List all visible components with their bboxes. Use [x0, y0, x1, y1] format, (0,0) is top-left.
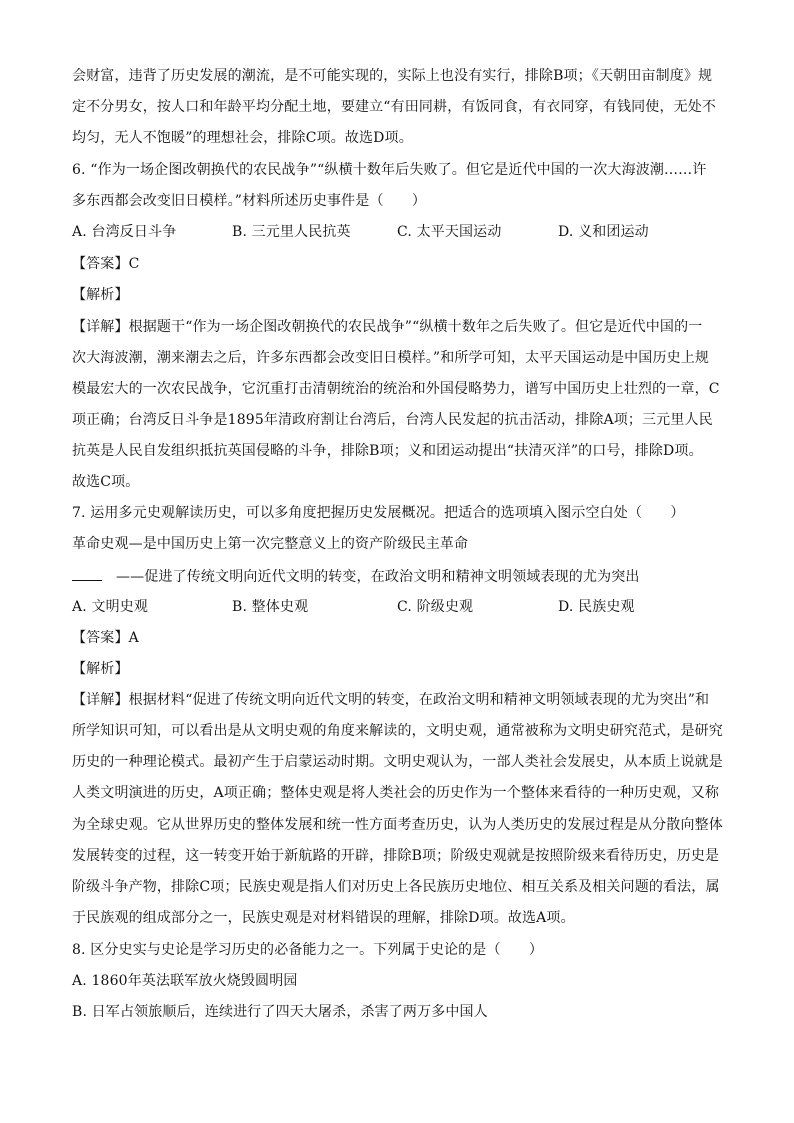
question-7-detail: 【详解】根据材料“促进了传统文明向近代文明的转变，在政治文明和精神文明领域表现的尤为突出”和 [72, 692, 710, 708]
text-line: 均匀，无人不饱暖”的理想社会，排除C项。故选D项。 [72, 130, 413, 146]
question-6-answer: 【答案】C [72, 256, 140, 272]
option-a: A. 台湾反日斗争 [72, 224, 177, 240]
option-a: A. 1860年英法联军放火烧毁圆明园 [72, 973, 298, 989]
question-7-stem: ——促进了传统文明向近代文明的转变，在政治文明和精神文明领域表现的尤为突出 [116, 569, 640, 585]
question-6-detail: 故选C项。 [72, 474, 140, 490]
text-line: 定不分男女，按人口和年龄平均分配土地，要建立“有田同耕，有饭同食，有衣同穿，有钱同使，无处不 [72, 99, 717, 115]
question-7-detail: 为全球史观。它从世界历史的整体发展和统一性方面考查历史，认为人类历史的发展过程是从分散向整体 [72, 817, 723, 833]
question-7-detail: 人类文明演进的历史，A项正确；整体史观是将人类社会的历史作为一个整体来看待的一种历史观，又称 [72, 785, 720, 801]
option-c: C. 太平天国运动 [397, 224, 502, 240]
option-a: A. 文明史观 [72, 599, 149, 615]
answer-blank [72, 566, 102, 581]
question-7-stem: 7. 运用多元史观解读历史，可以多角度把握历史发展概况。把适合的选项填入图示空白处（ ） [72, 505, 685, 521]
question-7-detail: 阶级斗争产物，排除C项；民族史观是指人们对历史上各民族历史地位、相互关系及相关问题的看法，属 [72, 879, 720, 895]
option-d: D. 义和团运动 [558, 224, 649, 240]
option-d: D. 民族史观 [558, 599, 635, 615]
text-line: 会财富，违背了历史发展的潮流，是不可能实现的，实际上也没有实行，排除B项；《天朝田亩制度》规 [72, 68, 713, 84]
question-7-blank-line [72, 566, 722, 587]
question-7-detail: 所学知识可知，可以看出是从文明史观的角度来解读的，文明史观，通常被称为文明史研究范式，是研究 [72, 723, 723, 739]
option-b: B. 日军占领旅顺后，连续进行了四天大屠杀，杀害了两万多中国人 [72, 1004, 488, 1020]
question-7-analysis-label: 【解析】 [72, 661, 129, 677]
question-7-answer: 【答案】A [72, 630, 139, 646]
option-c: C. 阶级史观 [397, 599, 474, 615]
option-b: B. 三元里人民抗英 [232, 224, 351, 240]
question-6-detail: 模最宏大的一次农民战争，它沉重打击清朝统治的统治和外国侵略势力，谱写中国历史上壮烈的一章，C [72, 381, 720, 397]
question-6-detail: 项正确；台湾反日斗争是1895年清政府割让台湾后，台湾人民发起的抗击活动，排除A项；三元里人民 [72, 412, 713, 428]
question-7-detail: 发展转变的过程，这一转变开始于新航路的开辟，排除B项；阶级史观就是按照阶级来看待历史，历史是 [72, 848, 720, 864]
question-8-stem: 8. 区分史实与史论是学习历史的必备能力之一。下列属于史论的是（ ） [72, 942, 544, 958]
question-6-detail: 【详解】根据题干“作为一场企图改朝换代的农民战争”“纵横十数年之后失败了。但它是近代中国的一 [72, 319, 703, 335]
question-7-stem: 革命史观—是中国历史上第一次完整意义上的资产阶级民主革命 [72, 536, 469, 552]
question-7-detail: 历史的一种理论模式。最初产生于启蒙运动时期。文明史观认为，一部人类社会发展史，从本质上说就是 [72, 754, 723, 770]
question-7-detail: 于民族观的组成部分之一，民族史观是对材料错误的理解，排除D项。故选A项。 [72, 910, 575, 926]
question-6-detail: 次大海波潮，潮来潮去之后，许多东西都会改变旧日模样。”和所学可知，太平天国运动是中国历史上规 [72, 350, 710, 366]
question-6-stem: 多东西都会改变旧日模样。”材料所述历史事件是（ ） [72, 193, 427, 209]
question-6-detail: 抗英是人民自发组织抵抗英国侵略的斗争，排除B项；义和团运动提出“扶清灭洋”的口号，排除D项。 [72, 443, 703, 459]
option-b: B. 整体史观 [232, 599, 309, 615]
question-6-stem: 6. “作为一场企图改朝换代的农民战争”“纵横十数年后失败了。但它是近代中国的一次大海波潮……许 [72, 162, 707, 178]
question-6-analysis-label: 【解析】 [72, 287, 129, 303]
